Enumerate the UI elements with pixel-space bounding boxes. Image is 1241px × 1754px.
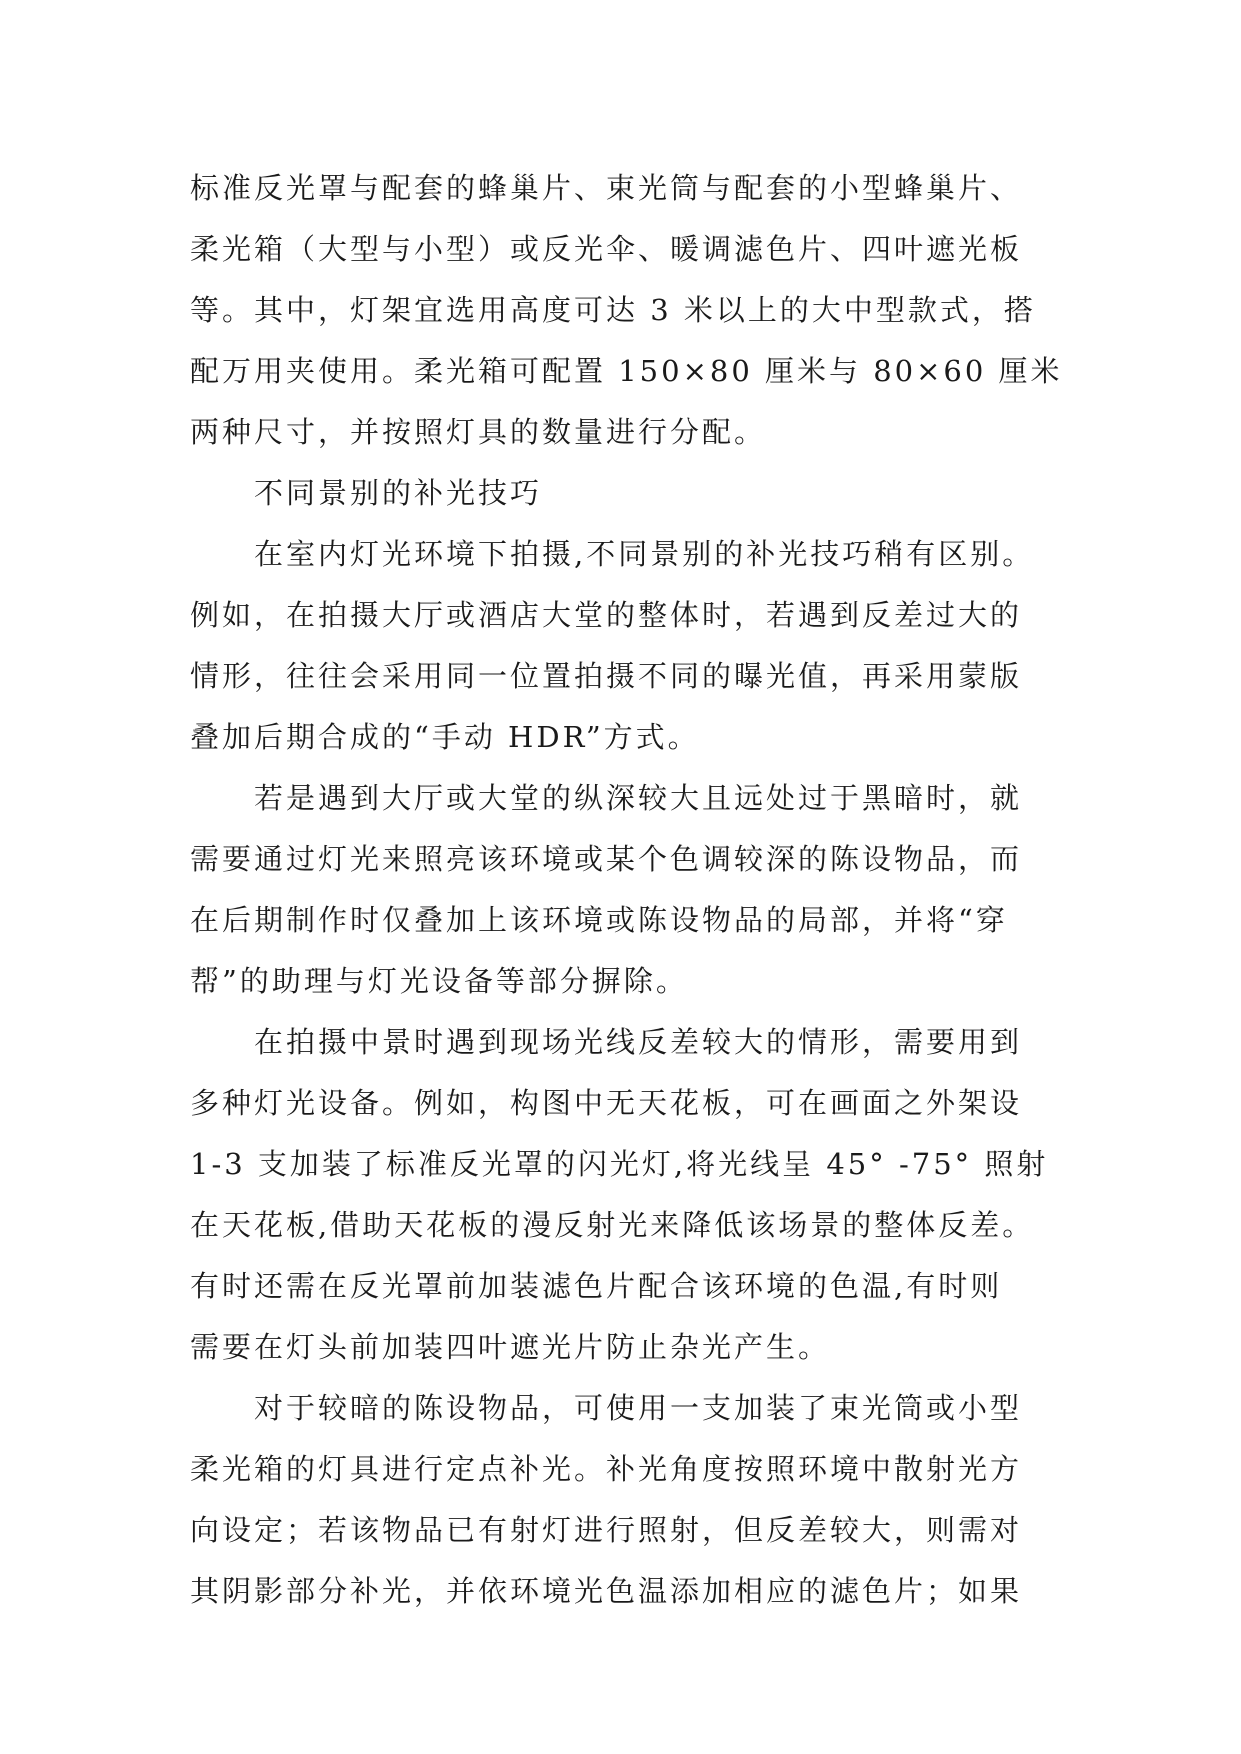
text-line: 需要通过灯光来照亮该环境或某个色调较深的陈设物品，而 [190,842,1023,876]
text-line: 在拍摄中景时遇到现场光线反差较大的情形，需要用到 [190,1025,1023,1059]
paragraph-dark-objects [190,1378,1070,1622]
text-line: 配万用夹使用。柔光箱可配置 150×80 厘米与 80×60 厘米 [190,354,1063,388]
text-line: 在室内灯光环境下拍摄,不同景别的补光技巧稍有区别。 [190,537,1035,571]
text-line: 若是遇到大厅或大堂的纵深较大且远处过于黑暗时，就 [190,781,1023,815]
text-line: 向设定；若该物品已有射灯进行照射，但反差较大，则需对 [190,1513,1023,1547]
paragraph-wide-shot [190,524,1070,768]
paragraph-deep-space [190,768,1070,1012]
text-line: 标准反光罩与配套的蜂巢片、束光筒与配套的小型蜂巢片、 [190,171,1023,205]
text-line: 对于较暗的陈设物品，可使用一支加装了束光筒或小型 [190,1391,1023,1425]
text-line: 有时还需在反光罩前加装滤色片配合该环境的色温,有时则 [190,1269,1003,1303]
text-line: 在天花板,借助天花板的漫反射光来降低该场景的整体反差。 [190,1208,1035,1242]
section-heading [190,463,1070,524]
text-line: 情形，往往会采用同一位置拍摄不同的曝光值，再采用蒙版 [190,659,1023,693]
text-line: 两种尺寸，并按照灯具的数量进行分配。 [190,415,767,449]
text-line: 叠加后期合成的“手动 HDR”方式。 [190,720,700,754]
text-line: 柔光箱的灯具进行定点补光。补光角度按照环境中散射光方 [190,1452,1023,1486]
text-line: 等。其中，灯架宜选用高度可达 3 米以上的大中型款式，搭 [190,293,1036,327]
paragraph-medium-shot [190,1012,1070,1378]
text-line: 1-3 支加装了标准反光罩的闪光灯,将光线呈 45° -75° 照射 [190,1147,1049,1181]
text-line: 其阴影部分补光，并依环境光色温添加相应的滤色片；如果 [190,1574,1023,1608]
text-line: 例如，在拍摄大厅或酒店大堂的整体时，若遇到反差过大的 [190,598,1023,632]
paragraph-equipment-list [190,158,1070,463]
body-text [190,158,1070,1622]
text-line: 多种灯光设备。例如，构图中无天花板，可在画面之外架设 [190,1086,1023,1120]
heading-text: 不同景别的补光技巧 [190,476,543,510]
text-line: 需要在灯头前加装四叶遮光片防止杂光产生。 [190,1330,831,1364]
text-line: 在后期制作时仅叠加上该环境或陈设物品的局部，并将“穿 [190,903,1008,937]
text-line: 帮”的助理与灯光设备等部分摒除。 [190,964,688,998]
text-line: 柔光箱（大型与小型）或反光伞、暖调滤色片、四叶遮光板 [190,232,1023,266]
